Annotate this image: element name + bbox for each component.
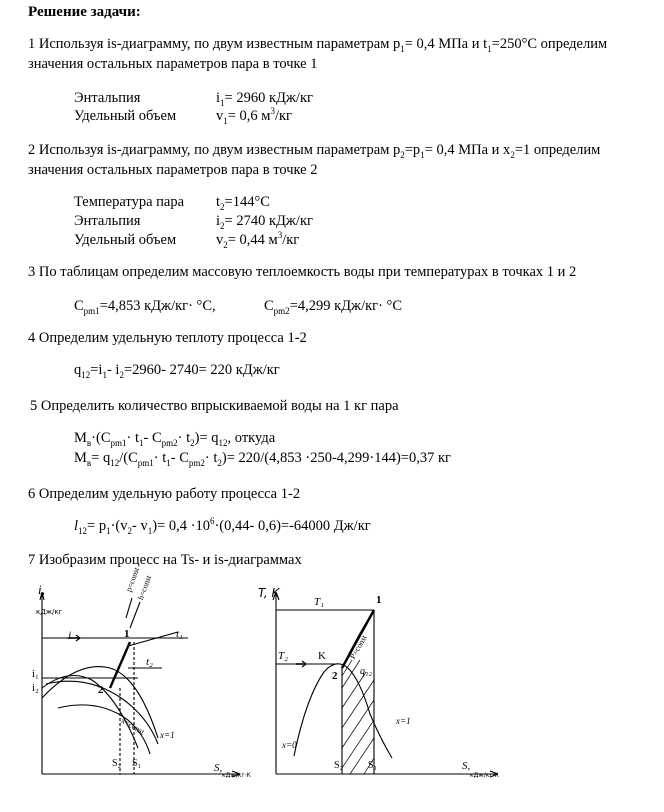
- ts-axis-y-label: T, K: [258, 586, 280, 600]
- is-p-const-label: p=const: [124, 566, 142, 594]
- s1-enthalpy-label: Энтальпия: [74, 90, 141, 106]
- section-2-line-1: 2 Используя is-диаграмму, по двум известным параметрам $p_2=p_1= 0,4$ МПа и $x_2=1$ определим: [28, 142, 601, 160]
- ts-hatch: [342, 660, 374, 774]
- s3-cpm1: $C_{pm1}=4,853$ кДж/кг· °С,: [74, 298, 216, 316]
- ts-axis-x-unit: кДж/кг·К: [470, 772, 499, 779]
- is-curve-mid: [42, 676, 138, 749]
- section-2-line-2: значения остальных параметров пара в точке 2: [28, 162, 318, 178]
- s1-volume-value: $v_1= 0,6$ $м^3/кг$: [216, 106, 293, 126]
- ts-t2-label: T₂: [278, 650, 288, 662]
- s5-equation-1: $M_в\cdot(C_{pm1}\cdot t_1-$ $C_{pm2}\cdot t_2)= q_{12}$, откуда: [74, 430, 276, 448]
- ts-p-const-label: P=const: [348, 633, 369, 661]
- section-1-line-2: значения остальных параметров пара в точке 1: [28, 56, 318, 72]
- is-s2-label: S₂: [112, 758, 122, 769]
- s6-equation: $l_{12}= p_1\cdot(v_2-$ $v_1)= 0,4 \cdot 10^6\cdot(0,44-$ 0,6)=-64000 Дж/кг: [74, 516, 371, 536]
- is-diagram: [28, 566, 251, 784]
- ts-point-2: 2: [332, 670, 338, 682]
- is-axis-y-unit: кДж/кг: [36, 608, 63, 616]
- ts-x1-label: x=1: [396, 716, 411, 726]
- is-i2-label: i₂: [32, 682, 39, 694]
- s2-volume-label: Удельный объем: [74, 232, 177, 248]
- s4-equation: $q_{12}=i_1-$ $i_2=2960-$ 2740= 220 кДж/кг: [74, 362, 280, 380]
- ts-point-1: 1: [376, 594, 382, 606]
- section-7-line-1: 7 Изобразим процесс на Ts- и is-диаграммах: [28, 552, 302, 568]
- is-i-label: i: [68, 628, 72, 642]
- s2-enthalpy-value: $i_2= 2740$ кДж/кг: [216, 213, 313, 231]
- s1-volume-label: Удельный объем: [74, 108, 177, 124]
- s2-enthalpy-label: Энтальпия: [74, 213, 141, 229]
- is-axis-x-label: S,: [214, 762, 223, 774]
- ts-q12-label: q₁₂: [360, 666, 372, 677]
- s5-equation-2: $M_в= q_{12}/(C_{pm1}\cdot t_1-$ $C_{pm2}\cdot t_2)= 220/(4,853 \cdot 250-4,299\cdot 144)=0,37$ кг: [74, 450, 451, 468]
- ts-s1-label: S₁: [368, 760, 378, 771]
- ts-diagram: [256, 588, 506, 784]
- is-x-const-label: x=const: [119, 716, 147, 737]
- section-4-line-1: 4 Определим удельную теплоту процесса 1-2: [28, 330, 307, 346]
- section-6-line-1: 6 Определим удельную работу процесса 1-2: [28, 486, 301, 502]
- is-x1-label: x=1: [160, 730, 175, 740]
- is-process-line: [110, 642, 130, 688]
- is-i1-label: i₁: [32, 668, 39, 680]
- is-point-1: 1: [124, 628, 130, 640]
- is-s1-label: S₁: [132, 758, 142, 769]
- page-title: Решение задачи:: [28, 4, 141, 20]
- ts-s2-label: S₂: [334, 760, 344, 771]
- s3-cpm2: $C_{pm2}=4,299$ кДж/кг· °С: [264, 298, 403, 316]
- is-h-const-line: [130, 602, 140, 628]
- is-t2-label: t₂: [146, 656, 153, 668]
- ts-axis-x-label: S,: [462, 760, 471, 772]
- section-3-line-1: 3 По таблицам определим массовую теплоемкость воды при температурах в точках 1 и 2: [28, 264, 577, 280]
- ts-t1-label: T₁: [314, 596, 324, 608]
- is-t1-label: t₁: [176, 628, 183, 640]
- s2-temp-label: Температура пара: [74, 194, 185, 210]
- s2-temp-value: $t_2=144^\circ С$: [216, 194, 270, 212]
- section-1-line-1: 1 Используя is-диаграмму, по двум известным параметрам $p_1= 0,4$ МПа и $t_1=250^\circ С$ определим: [28, 36, 608, 54]
- is-h-const-label: h=const: [136, 574, 154, 602]
- ts-k-label: K: [318, 650, 326, 662]
- is-axis-y-label: i,: [38, 582, 45, 597]
- section-5-line-1: 5 Определить количество впрыскиваемой воды на 1 кг пара: [30, 398, 399, 414]
- ts-x0-label: x=0: [282, 740, 297, 750]
- is-p-const-line: [126, 598, 132, 618]
- ts-dome: [294, 664, 392, 758]
- is-t1-line: [128, 632, 178, 646]
- is-point-2: 2: [98, 684, 104, 696]
- is-axis-x-unit: кДж/кг·К: [222, 772, 251, 779]
- s2-volume-value: $v_2= 0,44$ $м^3/кг$: [216, 230, 300, 250]
- s1-enthalpy-value: $i_1= 2960$ кДж/кг: [216, 90, 313, 108]
